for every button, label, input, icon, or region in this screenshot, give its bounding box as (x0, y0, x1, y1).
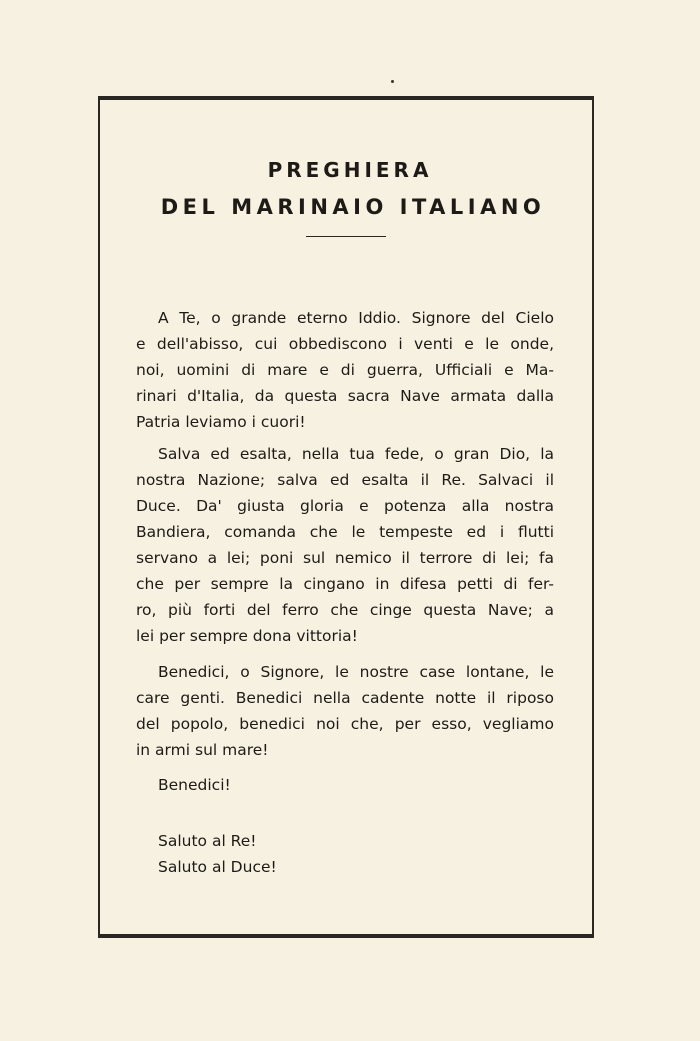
paragraph-line: nostra Nazione; salva ed esalta il Re. Salvaci il (136, 471, 554, 489)
closing-benedici: Benedici! (158, 776, 231, 794)
paragraph-line: in armi sul mare! (136, 741, 269, 759)
closing-saluto-re: Saluto al Re! (158, 832, 257, 850)
paragraph-line: care genti. Benedici nella cadente notte il riposo (136, 689, 554, 707)
paragraph-line: servano a lei; poni sul nemico il terrore di lei; fa (136, 549, 554, 567)
title-divider (306, 236, 386, 237)
paragraph-line: del popolo, benedici noi che, per esso, vegliamo (136, 715, 554, 733)
paragraph-1 (136, 305, 554, 435)
paragraph-2 (136, 441, 554, 649)
paragraph-line: lei per sempre dona vittoria! (136, 627, 358, 645)
paragraph-line: Duce. Da' giusta gloria e potenza alla nostra (136, 497, 554, 515)
ink-speck (391, 80, 394, 83)
title-line-2: DEL MARINAIO ITALIANO (160, 195, 546, 219)
paragraph-line: rinari d'Italia, da questa sacra Nave armata dalla (136, 387, 554, 405)
closing-saluto-duce: Saluto al Duce! (158, 858, 277, 876)
paragraph-line: e dell'abisso, cui obbediscono i venti e le onde, (136, 335, 554, 353)
paragraph-line: Patria leviamo i cuori! (136, 413, 306, 431)
paragraph-line: Bandiera, comanda che le tempeste ed i flutti (136, 523, 554, 541)
paragraph-line: Benedici, o Signore, le nostre case lontane, le (158, 663, 554, 681)
paragraph-3 (136, 659, 554, 763)
paragraph-line: noi, uomini di mare e di guerra, Ufficiali e Ma- (136, 361, 554, 379)
paragraph-line: A Te, o grande eterno Iddio. Signore del Cielo (158, 309, 554, 327)
title-line-1: PREGHIERA (267, 158, 433, 182)
paragraph-line: Salva ed esalta, nella tua fede, o gran Dio, la (158, 445, 554, 463)
paragraph-line: ro, più forti del ferro che cinge questa Nave; a (136, 601, 554, 619)
paragraph-line: che per sempre la cingano in difesa petti di fer- (136, 575, 554, 593)
